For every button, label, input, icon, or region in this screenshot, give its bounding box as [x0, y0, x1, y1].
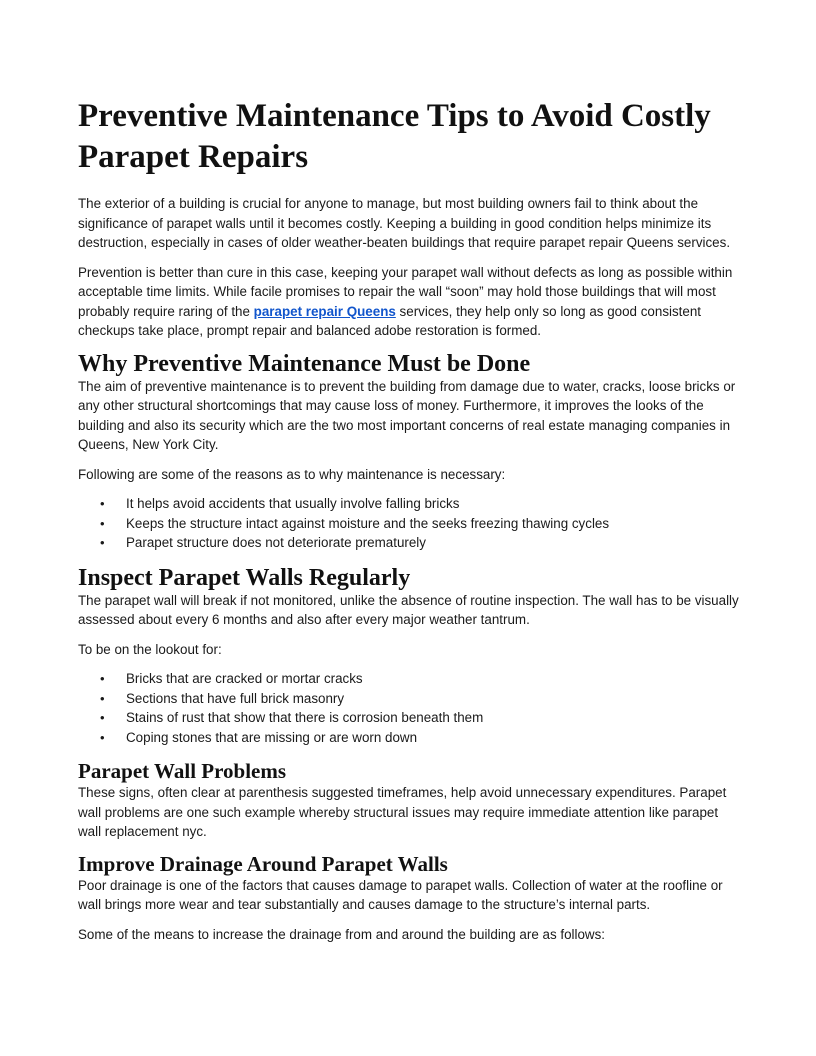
list-item-text: It helps avoid accidents that usually involve falling bricks: [126, 496, 460, 511]
reasons-list: [78, 494, 742, 553]
list-item-text: Keeps the structure intact against moisture and the seeks freezing thawing cycles: [126, 515, 610, 531]
intro-paragraph-2: [78, 263, 742, 341]
document-body: [78, 96, 742, 954]
list-item-text: Coping stones that are missing or are worn down: [126, 729, 418, 745]
section4-paragraph-2: Some of the means to increase the drainage from and around the building are as follows:: [78, 926, 606, 942]
list-item: [78, 494, 742, 514]
list-item: [78, 533, 742, 553]
section-heading-parapet-problems: Parapet Wall Problems: [78, 759, 287, 783]
bullet-icon: •: [100, 710, 105, 725]
intro-paragraph-1: The exterior of a building is crucial for anyone to manage, but most building owners fail to think about the significance of parapet walls until it becomes costly. Keeping a building in good condition helps minimize its destruction, especially in cases of older weather-beaten buildings that require parapet repair Queens services.: [78, 196, 731, 250]
section3-paragraph-1: These signs, often clear at parenthesis suggested timeframes, help avoid unnecessary expenditures. Parapet wall problems are one such example whereby structural issues may require immediate attention like parapet wall replacement nyc.: [78, 785, 727, 839]
list-item-text: Parapet structure does not deteriorate prematurely: [126, 535, 426, 550]
section-heading-inspect: Inspect Parapet Walls Regularly: [78, 564, 411, 591]
list-item: [78, 689, 742, 709]
document-title: Preventive Maintenance Tips to Avoid Costly Parapet Repairs: [78, 98, 711, 175]
section-heading-drainage: Improve Drainage Around Parapet Walls: [78, 851, 448, 876]
bullet-icon: •: [100, 729, 105, 745]
section-heading-why-maintenance: Why Preventive Maintenance Must be Done: [78, 350, 531, 377]
list-item-text: Stains of rust that show that there is corrosion beneath them: [126, 710, 484, 725]
list-item: [78, 708, 742, 728]
intro-paragraph-2-text-before: Prevention is better than cure in this case, keeping your parapet wall without defects as long as possible within acceptable time limits. While facile promises to repair the wall “soon” may hold those buildings that will most probably require raring of the: [78, 264, 733, 319]
list-item: [78, 669, 742, 689]
intro-paragraph-2-text-after: services, they help only so long as good consistent checkups take place, prompt repair and balanced adobe restoration is formed.: [78, 303, 702, 338]
list-item: [78, 728, 742, 748]
section2-paragraph-1: The parapet wall will break if not monitored, unlike the absence of routine inspection. The wall has to be visually assessed about every 6 months and also after every major weather tantrum.: [78, 592, 739, 627]
list-item: [78, 514, 742, 534]
parapet-repair-queens-link[interactable]: parapet repair Queens: [253, 303, 396, 319]
list-item-text: Sections that have full brick masonry: [126, 690, 345, 706]
section2-paragraph-2: To be on the lookout for:: [78, 641, 222, 657]
section4-paragraph-1: Poor drainage is one of the factors that causes damage to parapet walls. Collection of water at the roofline or wall brings more wear and tear substantially and causes damage to the structure’s internal parts.: [78, 877, 723, 912]
section1-paragraph-2: Following are some of the reasons as to why maintenance is necessary:: [78, 466, 506, 482]
bullet-icon: •: [100, 496, 105, 511]
lookout-list: [78, 669, 742, 747]
bullet-icon: •: [100, 690, 105, 706]
bullet-icon: •: [100, 535, 105, 550]
bullet-icon: •: [100, 515, 105, 531]
list-item-text: Bricks that are cracked or mortar cracks: [126, 671, 363, 686]
section1-paragraph-1: The aim of preventive maintenance is to prevent the building from damage due to water, cracks, loose bricks or any other structural shortcomings that may cause loss of money. Furthermore, it improves the looks of the building and also its security which are the two most important concerns of real estate managing companies in Queens, New York City.: [78, 378, 736, 452]
bullet-icon: •: [100, 671, 105, 686]
